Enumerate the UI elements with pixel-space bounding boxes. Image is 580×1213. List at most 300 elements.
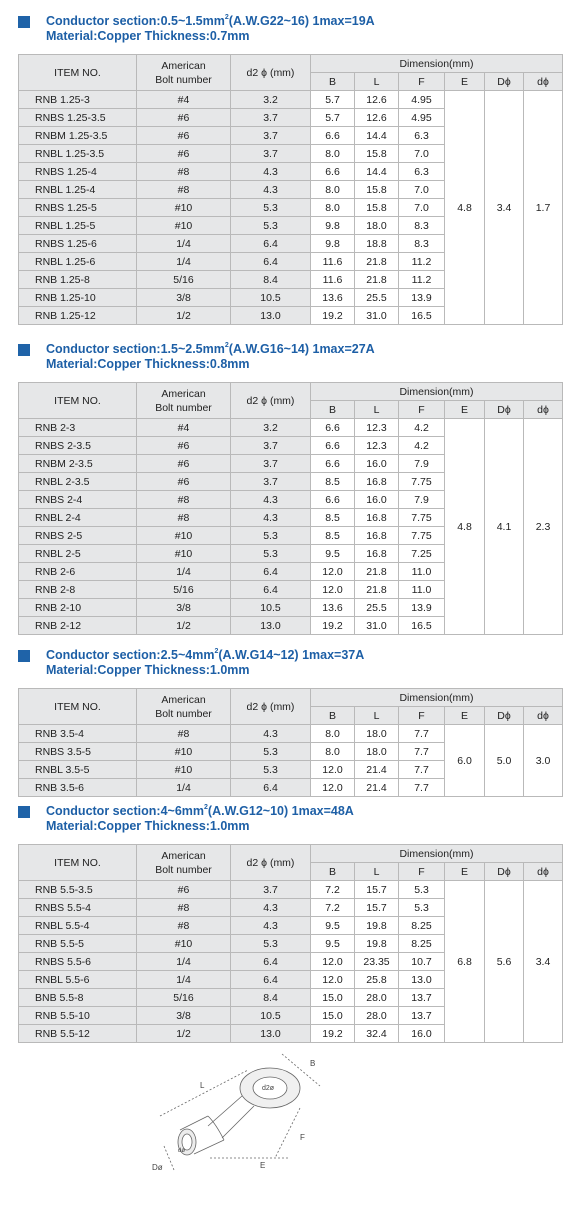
b-header: B (311, 863, 355, 881)
d2-cell: 5.3 (231, 217, 311, 235)
dsmall-header: dϕ (524, 401, 563, 419)
dphi-value-cell: 4.1 (485, 419, 524, 635)
e-value-cell: 4.8 (445, 91, 485, 325)
d2-cell: 3.2 (231, 419, 311, 437)
dimension-header: Dimension(mm) (311, 55, 563, 73)
label-f: F (300, 1133, 305, 1142)
conductor-section-title: Conductor $section:2.5\sim 4mm^2(A.W.G14\sim 12)$ 1max=37A (46, 648, 365, 662)
b-cell: 6.6 (311, 455, 355, 473)
item-no-cell: RNB 1.25-10 (19, 289, 137, 307)
dphi-header: Dϕ (485, 863, 524, 881)
conductor-section-title: Conductor $section:1.5\sim 2.5mm^2(A.W.G16\sim 14)$ 1max=27A (46, 342, 375, 356)
item-no-cell: RNBL 2-5 (19, 545, 137, 563)
l-cell: 31.0 (355, 617, 399, 635)
f-cell: 4.95 (399, 109, 445, 127)
item-no-cell: RNBL 5.5-6 (19, 971, 137, 989)
d2-cell: 3.7 (231, 127, 311, 145)
b-cell: 12.0 (311, 971, 355, 989)
dsmall-value-cell: 3.0 (524, 725, 563, 797)
section-marker-icon (18, 650, 30, 662)
f-cell: 8.25 (399, 935, 445, 953)
item-no-cell: RNBS 2-5 (19, 527, 137, 545)
d2-cell: 13.0 (231, 307, 311, 325)
b-cell: 8.0 (311, 145, 355, 163)
b-cell: 8.5 (311, 527, 355, 545)
l-cell: 23.35 (355, 953, 399, 971)
d2-cell: 4.3 (231, 163, 311, 181)
d2-cell: 5.3 (231, 743, 311, 761)
bolt-number-cell: #8 (137, 509, 231, 527)
l-cell: 18.0 (355, 725, 399, 743)
f-cell: 8.25 (399, 917, 445, 935)
bolt-number-cell: #6 (137, 473, 231, 491)
b-cell: 9.8 (311, 235, 355, 253)
dphi-header: Dϕ (485, 73, 524, 91)
b-cell: 19.2 (311, 1025, 355, 1043)
d2-cell: 3.7 (231, 109, 311, 127)
d2-cell: 3.7 (231, 881, 311, 899)
f-cell: 5.3 (399, 899, 445, 917)
bolt-number-cell: 1/2 (137, 307, 231, 325)
d2-cell: 4.3 (231, 491, 311, 509)
item-no-cell: RNBL 5.5-4 (19, 917, 137, 935)
f-cell: 7.7 (399, 725, 445, 743)
f-header: F (399, 863, 445, 881)
f-cell: 7.7 (399, 743, 445, 761)
f-cell: 7.9 (399, 455, 445, 473)
l-header: L (355, 863, 399, 881)
spec-section-1 (18, 14, 562, 325)
d2-cell: 13.0 (231, 1025, 311, 1043)
dimension-header: Dimension(mm) (311, 845, 563, 863)
item-no-cell: RNBL 1.25-6 (19, 253, 137, 271)
d2-cell: 6.4 (231, 253, 311, 271)
b-cell: 15.0 (311, 1007, 355, 1025)
l-cell: 25.5 (355, 599, 399, 617)
l-cell: 12.3 (355, 437, 399, 455)
d2-cell: 10.5 (231, 599, 311, 617)
d2-cell: 6.4 (231, 563, 311, 581)
b-cell: 13.6 (311, 599, 355, 617)
item-no-cell: RNBS 2-4 (19, 491, 137, 509)
dsmall-value-cell: 2.3 (524, 419, 563, 635)
dphi-value-cell: 3.4 (485, 91, 524, 325)
b-cell: 6.6 (311, 163, 355, 181)
item-no-cell: RNB 1.25-8 (19, 271, 137, 289)
bolt-number-cell: #6 (137, 881, 231, 899)
item-no-cell: RNBS 5.5-6 (19, 953, 137, 971)
d2-cell: 5.3 (231, 527, 311, 545)
d2-cell: 4.3 (231, 917, 311, 935)
item-no-cell: RNB 5.5-3.5 (19, 881, 137, 899)
f-cell: 4.2 (399, 419, 445, 437)
conductor-section-title: Conductor $section:4\sim 6mm^2(A.W.G12\sim 10)$ 1max=48A (46, 804, 354, 818)
f-cell: 4.2 (399, 437, 445, 455)
item-no-cell: RNB 5.5-12 (19, 1025, 137, 1043)
l-cell: 21.4 (355, 779, 399, 797)
bolt-number-cell: #10 (137, 527, 231, 545)
e-value-cell: 6.8 (445, 881, 485, 1043)
d2-cell: 6.4 (231, 953, 311, 971)
bolt-number-cell: #8 (137, 725, 231, 743)
bolt-number-cell: #10 (137, 545, 231, 563)
bolt-number-header: American Bolt number (137, 383, 231, 419)
spec-table (18, 688, 563, 797)
bolt-number-cell: 1/4 (137, 779, 231, 797)
f-cell: 6.3 (399, 163, 445, 181)
bolt-number-cell: 1/2 (137, 1025, 231, 1043)
b-header: B (311, 707, 355, 725)
label-l: L (200, 1081, 205, 1090)
d2-cell: 8.4 (231, 271, 311, 289)
item-no-header: ITEM NO. (19, 689, 137, 725)
b-cell: 8.0 (311, 743, 355, 761)
item-no-cell: RNBS 1.25-5 (19, 199, 137, 217)
bolt-number-cell: #10 (137, 217, 231, 235)
f-cell: 11.0 (399, 581, 445, 599)
bolt-number-header: American Bolt number (137, 689, 231, 725)
f-header: F (399, 73, 445, 91)
d2-cell: 6.4 (231, 235, 311, 253)
f-cell: 4.95 (399, 91, 445, 109)
bolt-number-cell: 3/8 (137, 599, 231, 617)
e-header: E (445, 707, 485, 725)
b-cell: 8.0 (311, 181, 355, 199)
l-cell: 12.3 (355, 419, 399, 437)
l-cell: 25.8 (355, 971, 399, 989)
dphi-value-cell: 5.0 (485, 725, 524, 797)
b-cell: 7.2 (311, 881, 355, 899)
table-row (19, 91, 563, 109)
f-cell: 7.0 (399, 181, 445, 199)
f-cell: 13.7 (399, 1007, 445, 1025)
bolt-number-cell: 1/4 (137, 253, 231, 271)
d2-cell: 3.7 (231, 455, 311, 473)
label-e: E (260, 1161, 266, 1170)
bolt-number-cell: 3/8 (137, 1007, 231, 1025)
b-cell: 8.5 (311, 473, 355, 491)
table-row (19, 725, 563, 743)
l-cell: 21.4 (355, 761, 399, 779)
f-cell: 6.3 (399, 127, 445, 145)
b-cell: 5.7 (311, 109, 355, 127)
item-no-cell: RNB 2-10 (19, 599, 137, 617)
dphi-header: Dϕ (485, 707, 524, 725)
d2-cell: 5.3 (231, 545, 311, 563)
item-no-cell: RNBL 2-3.5 (19, 473, 137, 491)
d2-cell: 6.4 (231, 779, 311, 797)
l-cell: 21.8 (355, 581, 399, 599)
l-cell: 19.8 (355, 917, 399, 935)
d2-cell: 4.3 (231, 725, 311, 743)
l-cell: 18.0 (355, 217, 399, 235)
d2-header: d2 ϕ (mm) (231, 689, 311, 725)
table-row (19, 881, 563, 899)
l-cell: 15.7 (355, 881, 399, 899)
b-cell: 13.6 (311, 289, 355, 307)
bolt-number-cell: 1/4 (137, 971, 231, 989)
item-no-cell: RNB 2-8 (19, 581, 137, 599)
dsmall-header: dϕ (524, 73, 563, 91)
l-cell: 21.8 (355, 253, 399, 271)
bolt-number-cell: 1/4 (137, 563, 231, 581)
d2-cell: 4.3 (231, 899, 311, 917)
b-cell: 9.5 (311, 545, 355, 563)
item-no-cell: RNBL 1.25-4 (19, 181, 137, 199)
b-cell: 19.2 (311, 617, 355, 635)
d2-cell: 4.3 (231, 181, 311, 199)
item-no-header: ITEM NO. (19, 55, 137, 91)
d2-header: d2 ϕ (mm) (231, 383, 311, 419)
item-no-cell: RNB 2-3 (19, 419, 137, 437)
l-cell: 16.8 (355, 527, 399, 545)
f-cell: 7.75 (399, 527, 445, 545)
l-cell: 18.8 (355, 235, 399, 253)
f-cell: 13.7 (399, 989, 445, 1007)
bolt-number-cell: #8 (137, 917, 231, 935)
item-no-cell: RNBS 5.5-4 (19, 899, 137, 917)
l-cell: 16.8 (355, 473, 399, 491)
l-cell: 15.8 (355, 199, 399, 217)
item-no-cell: RNBL 1.25-5 (19, 217, 137, 235)
f-cell: 8.3 (399, 217, 445, 235)
bolt-number-cell: #8 (137, 181, 231, 199)
e-value-cell: 6.0 (445, 725, 485, 797)
section-marker-icon (18, 16, 30, 28)
spec-section-3 (18, 648, 562, 797)
bolt-number-header: American Bolt number (137, 55, 231, 91)
item-no-cell: RNBS 1.25-4 (19, 163, 137, 181)
e-value-cell: 4.8 (445, 419, 485, 635)
item-no-cell: RNBS 1.25-3.5 (19, 109, 137, 127)
l-cell: 15.8 (355, 181, 399, 199)
item-no-cell: RNBL 2-4 (19, 509, 137, 527)
b-header: B (311, 73, 355, 91)
b-cell: 6.6 (311, 491, 355, 509)
item-no-cell: RNBS 1.25-6 (19, 235, 137, 253)
b-header: B (311, 401, 355, 419)
bolt-number-cell: #6 (137, 145, 231, 163)
section-header (18, 14, 562, 54)
d2-cell: 3.2 (231, 91, 311, 109)
b-cell: 9.8 (311, 217, 355, 235)
bolt-number-cell: 5/16 (137, 271, 231, 289)
item-no-cell: RNBS 2-3.5 (19, 437, 137, 455)
bolt-number-cell: 3/8 (137, 289, 231, 307)
f-cell: 16.5 (399, 307, 445, 325)
item-no-cell: RNB 5.5-5 (19, 935, 137, 953)
f-cell: 11.2 (399, 253, 445, 271)
f-cell: 7.25 (399, 545, 445, 563)
l-cell: 28.0 (355, 989, 399, 1007)
label-dsmall: dø (178, 1148, 186, 1154)
l-cell: 12.6 (355, 109, 399, 127)
b-cell: 19.2 (311, 307, 355, 325)
b-cell: 8.0 (311, 725, 355, 743)
dphi-value-cell: 5.6 (485, 881, 524, 1043)
l-header: L (355, 401, 399, 419)
b-cell: 12.0 (311, 953, 355, 971)
l-cell: 16.8 (355, 545, 399, 563)
section-header (18, 648, 562, 688)
d2-cell: 8.4 (231, 989, 311, 1007)
d2-cell: 5.3 (231, 199, 311, 217)
l-cell: 25.5 (355, 289, 399, 307)
item-no-cell: RNB 2-12 (19, 617, 137, 635)
item-no-cell: RNBL 3.5-5 (19, 761, 137, 779)
material-line: Material:Copper Thickness:1.0mm (46, 663, 250, 677)
f-cell: 13.0 (399, 971, 445, 989)
l-header: L (355, 707, 399, 725)
bolt-number-cell: #8 (137, 163, 231, 181)
d2-cell: 3.7 (231, 437, 311, 455)
b-cell: 6.6 (311, 127, 355, 145)
bolt-number-cell: #10 (137, 199, 231, 217)
bolt-number-cell: #8 (137, 899, 231, 917)
section-marker-icon (18, 806, 30, 818)
item-no-cell: RNB 1.25-3 (19, 91, 137, 109)
bolt-number-cell: #4 (137, 91, 231, 109)
e-header: E (445, 73, 485, 91)
label-b: B (310, 1059, 316, 1068)
d2-cell: 3.7 (231, 473, 311, 491)
item-no-cell: RNBM 2-3.5 (19, 455, 137, 473)
l-cell: 15.8 (355, 145, 399, 163)
b-cell: 7.2 (311, 899, 355, 917)
d2-header: d2 ϕ (mm) (231, 55, 311, 91)
bolt-number-header: American Bolt number (137, 845, 231, 881)
l-cell: 15.7 (355, 899, 399, 917)
dphi-header: Dϕ (485, 401, 524, 419)
item-no-cell: BNB 5.5-8 (19, 989, 137, 1007)
bolt-number-cell: 1/4 (137, 235, 231, 253)
material-line: Material:Copper Thickness:0.7mm (46, 29, 250, 43)
bolt-number-cell: #8 (137, 491, 231, 509)
section-marker-icon (18, 344, 30, 356)
l-cell: 14.4 (355, 127, 399, 145)
b-cell: 8.0 (311, 199, 355, 217)
b-cell: 8.5 (311, 509, 355, 527)
f-cell: 7.9 (399, 491, 445, 509)
item-no-header: ITEM NO. (19, 383, 137, 419)
d2-cell: 5.3 (231, 761, 311, 779)
l-cell: 16.8 (355, 509, 399, 527)
material-line: Material:Copper Thickness:1.0mm (46, 819, 250, 833)
bolt-number-cell: #6 (137, 437, 231, 455)
item-no-cell: RNB 3.5-6 (19, 779, 137, 797)
item-no-cell: RNBS 3.5-5 (19, 743, 137, 761)
f-cell: 7.75 (399, 473, 445, 491)
d2-cell: 10.5 (231, 1007, 311, 1025)
b-cell: 12.0 (311, 779, 355, 797)
f-header: F (399, 401, 445, 419)
item-no-cell: RNB 1.25-12 (19, 307, 137, 325)
item-no-cell: RNB 3.5-4 (19, 725, 137, 743)
e-header: E (445, 401, 485, 419)
dsmall-header: dϕ (524, 863, 563, 881)
f-cell: 7.7 (399, 761, 445, 779)
d2-cell: 10.5 (231, 289, 311, 307)
dsmall-value-cell: 3.4 (524, 881, 563, 1043)
b-cell: 9.5 (311, 917, 355, 935)
f-cell: 13.9 (399, 289, 445, 307)
d2-cell: 5.3 (231, 935, 311, 953)
f-cell: 7.0 (399, 199, 445, 217)
l-cell: 14.4 (355, 163, 399, 181)
f-cell: 10.7 (399, 953, 445, 971)
item-no-header: ITEM NO. (19, 845, 137, 881)
d2-cell: 3.7 (231, 145, 311, 163)
b-cell: 5.7 (311, 91, 355, 109)
bolt-number-cell: #6 (137, 127, 231, 145)
f-cell: 11.0 (399, 563, 445, 581)
l-cell: 21.8 (355, 271, 399, 289)
bolt-number-cell: 5/16 (137, 989, 231, 1007)
dimension-header: Dimension(mm) (311, 383, 563, 401)
item-no-cell: RNBL 1.25-3.5 (19, 145, 137, 163)
b-cell: 6.6 (311, 437, 355, 455)
d2-cell: 4.3 (231, 509, 311, 527)
f-cell: 8.3 (399, 235, 445, 253)
material-line: Material:Copper Thickness:0.8mm (46, 357, 250, 371)
b-cell: 15.0 (311, 989, 355, 1007)
f-cell: 7.7 (399, 779, 445, 797)
b-cell: 6.6 (311, 419, 355, 437)
dsmall-value-cell: 1.7 (524, 91, 563, 325)
bolt-number-cell: #6 (137, 109, 231, 127)
label-dphi: Dø (152, 1163, 163, 1172)
l-header: L (355, 73, 399, 91)
spec-section-2 (18, 342, 562, 635)
item-no-cell: RNB 2-6 (19, 563, 137, 581)
f-cell: 11.2 (399, 271, 445, 289)
l-cell: 19.8 (355, 935, 399, 953)
l-cell: 31.0 (355, 307, 399, 325)
bolt-number-cell: 1/4 (137, 953, 231, 971)
f-cell: 16.5 (399, 617, 445, 635)
l-cell: 12.6 (355, 91, 399, 109)
spec-section-4 (18, 804, 562, 1043)
bolt-number-cell: #10 (137, 935, 231, 953)
f-cell: 7.0 (399, 145, 445, 163)
l-cell: 28.0 (355, 1007, 399, 1025)
b-cell: 12.0 (311, 581, 355, 599)
e-header: E (445, 863, 485, 881)
l-cell: 16.0 (355, 491, 399, 509)
dsmall-header: dϕ (524, 707, 563, 725)
d2-cell: 13.0 (231, 617, 311, 635)
bolt-number-cell: #10 (137, 743, 231, 761)
bolt-number-cell: #4 (137, 419, 231, 437)
b-cell: 12.0 (311, 563, 355, 581)
item-no-cell: RNB 5.5-10 (19, 1007, 137, 1025)
bolt-number-cell: 5/16 (137, 581, 231, 599)
d2-cell: 6.4 (231, 581, 311, 599)
spec-table (18, 844, 563, 1043)
label-d2: d2ø (262, 1085, 275, 1092)
l-cell: 32.4 (355, 1025, 399, 1043)
bolt-number-cell: 1/2 (137, 617, 231, 635)
d2-header: d2 ϕ (mm) (231, 845, 311, 881)
b-cell: 9.5 (311, 935, 355, 953)
b-cell: 12.0 (311, 761, 355, 779)
item-no-cell: RNBM 1.25-3.5 (19, 127, 137, 145)
f-cell: 5.3 (399, 881, 445, 899)
f-cell: 13.9 (399, 599, 445, 617)
table-row (19, 419, 563, 437)
spec-table (18, 54, 563, 325)
spec-table (18, 382, 563, 635)
